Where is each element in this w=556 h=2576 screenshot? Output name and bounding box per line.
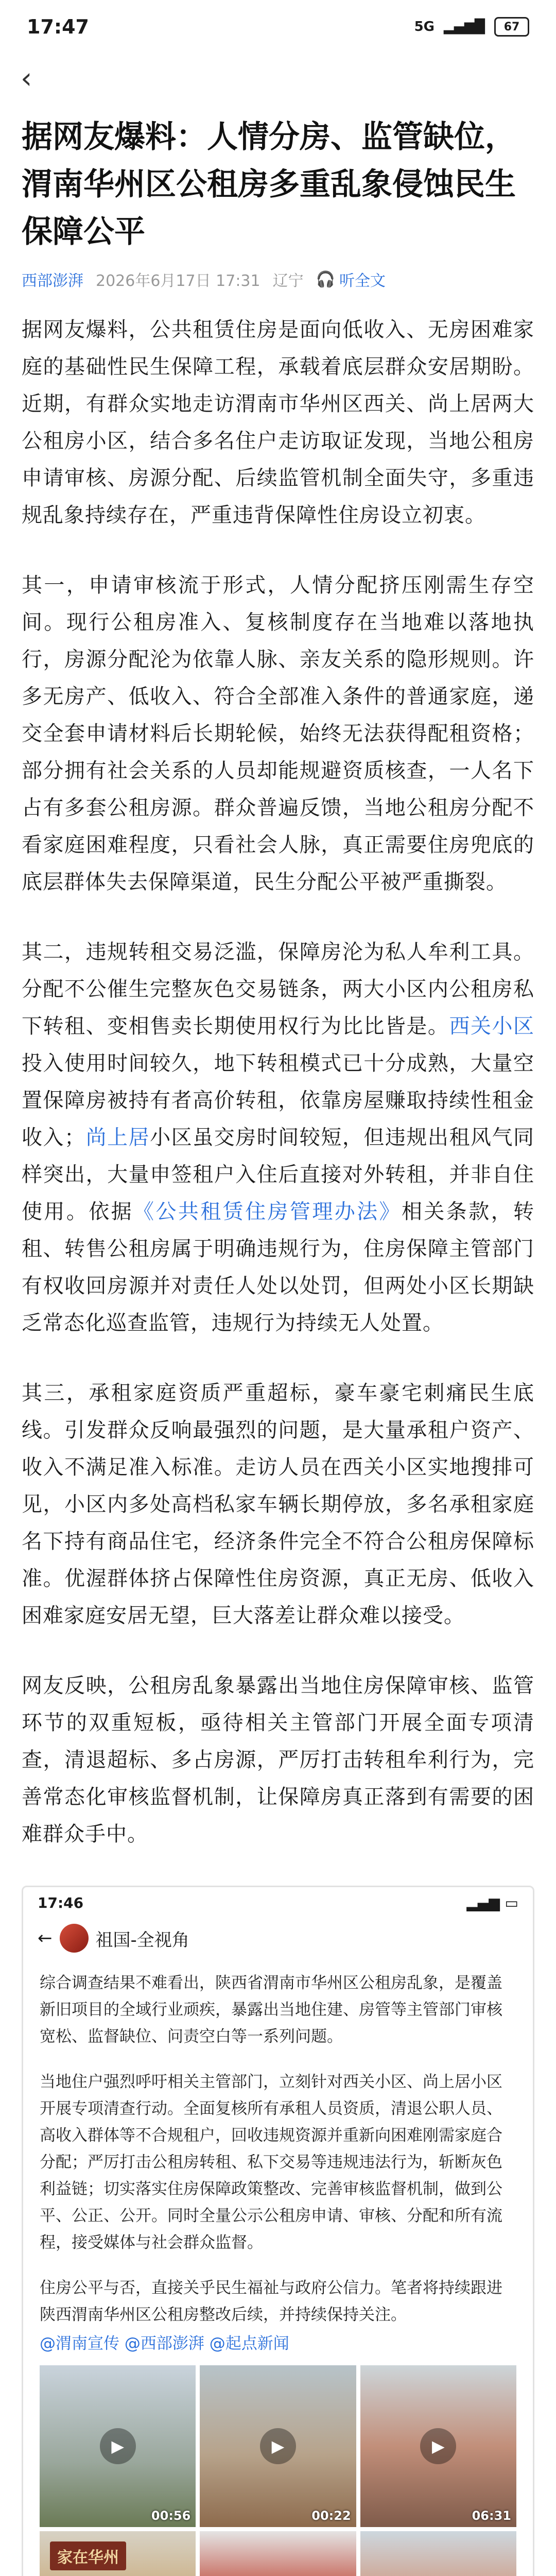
screenshot-paragraph: 综合调查结果不难看出，陕西省渭南市华州区公租房乱象，是覆盖新旧项目的全域行业顽疾，暴露出当地住建、房管等主管部门审核宽松、监督缺位、问责空白等一系列问题。: [40, 1974, 502, 2046]
shangshangju-link[interactable]: 尚上居: [85, 1126, 150, 1149]
video-thumbnail[interactable]: [200, 2365, 356, 2527]
article: [0, 113, 556, 1853]
para3-text: 其二，违规转租交易泛滥，保障房沦为私人牟利工具。分配不公催生完整灰色交易链条，两大小区内公租房私下转租、变相售卖长期使用权行为比比皆是。: [22, 940, 534, 1038]
status-time: 17:47: [27, 15, 89, 38]
article-paragraph: 其三，承租家庭资质严重超标，豪车豪宅刺痛民生底线。引发群众反响最强烈的问题，是大量承租户资产、收入不满足准入标准。走访人员在西关小区实地搜排可见，小区内多处高档私家车辆长期停放，多名承租家庭名下持有商品住宅，经济条件完全不符合公租房保障标准。优渥群体挤占保障性住房资源，真正无房、低收入困难家庭安居无望，巨大落差让群众难以接受。: [22, 1381, 534, 1628]
article-date: 2026年6月17日 17:31: [96, 272, 260, 290]
media-grid: [40, 2365, 516, 2576]
listen-label: 听全文: [339, 272, 386, 290]
article-paragraph: 据网友爆料，公共租赁住房是面向低收入、无房困难家庭的基础性民生保障工程，承载着底层群众安居期盼。近期，有群众实地走访渭南市华州区西关、尚上居两大公租房小区，结合多名住户走访取证发现，当地公租房申请审核、房源分配、后续监管机制全面失守，多重违规乱象持续存在，严重违背保障性住房设立初衷。: [22, 318, 534, 527]
status-icons: [414, 17, 529, 37]
status-bar: [0, 0, 556, 54]
screenshot-body: [23, 1958, 533, 2576]
battery-icon: [494, 17, 529, 37]
article-meta: [22, 268, 534, 291]
top-navigation: [0, 54, 556, 103]
play-icon: ▶: [420, 2428, 456, 2464]
xiguan-link[interactable]: 西关小区: [449, 1014, 535, 1038]
video-duration: 06:31: [472, 2509, 511, 2523]
video-thumbnail[interactable]: [40, 2365, 196, 2527]
article-paragraph: 其一，申请审核流于形式，人情分配挤压刚需生存空间。现行公租房准入、复核制度存在当地难以落地执行，房源分配沦为依靠人脉、亲友关系的隐形规则。许多无房产、低收入、符合全部准入条件的普通家庭，递交全套申请材料后长期轮候，始终无法获得配租资格；部分拥有社会关系的人员却能规避资质核查，一人名下占有多套公租房源。群众普遍反馈，当地公租房分配不看家庭困难程度，只看社会人脉，真正需要住房兜底的底层群体失去保障渠道，民生分配公平被严重撕裂。: [22, 573, 534, 894]
community-sign: 家在华州: [50, 2541, 126, 2570]
play-icon: ▶: [260, 2428, 296, 2464]
photo-thumbnail[interactable]: [200, 2531, 356, 2576]
signal-indicator: 5G: [414, 19, 435, 35]
article-paragraph-with-links: 其二，违规转租交易泛滥，保障房沦为私人牟利工具。分配不公催生完整灰色交易链条，两大小区内公租房私下转租、变相售卖长期使用权行为比比皆是。西关小区投入使用时间较久，地下转租模式已十分成熟，大量空置保障房被持有者高价转租，依靠房屋赚取持续性租金收入；尚上居小区虽交房时间较短，但违规出租风气同样突出，大量申签租户入住后直接对外转租，并非自住使用。依据《公共租赁住房管理办法》相关条款，转租、转售公租房属于明确违规行为，住房保障主管部门有权收回房源并对责任人处以处罚，但两处小区长期缺乏常态化巡查监管，违规行为持续无人处置。: [22, 940, 535, 1335]
avatar[interactable]: [60, 1924, 89, 1953]
article-paragraph: 网友反映，公租房乱象暴露出当地住房保障审核、监管环节的双重短板，亟待相关主管部门开展全面专项清查，清退超标、多占房源，严厉打击转租牟利行为，完善常态化审核监督机制，让保障房真正落到有需要的困难群众手中。: [22, 1674, 534, 1846]
article-location: 辽宁: [272, 272, 304, 290]
headphone-icon: 🎧: [316, 270, 335, 289]
back-arrow-icon[interactable]: ←: [38, 1928, 53, 1948]
embedded-screenshot: [22, 1886, 534, 2576]
screenshot-time: 17:46: [38, 1894, 84, 1911]
video-duration: 00:22: [311, 2509, 351, 2523]
screenshot-paragraph: 住房公平与否，直接关乎民生福祉与政府公信力。笔者将持续跟进陕西渭南华州区公租房整改后续，并持续保持关注。: [40, 2279, 502, 2324]
battery-level: 67: [503, 20, 520, 33]
photo-thumbnail[interactable]: [360, 2531, 516, 2576]
video-thumbnail[interactable]: [360, 2365, 516, 2527]
screenshot-nav: [23, 1918, 533, 1958]
article-source[interactable]: 西部澎湃: [22, 272, 83, 290]
back-chevron-icon[interactable]: ‹: [21, 61, 32, 95]
play-icon: ▶: [100, 2428, 136, 2464]
video-duration: 00:56: [151, 2509, 191, 2523]
photo-thumbnail[interactable]: [40, 2531, 196, 2576]
signal-bars-icon: ▂▄▆█: [444, 19, 485, 35]
screenshot-tags[interactable]: @渭南宣传 @西部澎湃 @起点新闻: [40, 2334, 289, 2353]
regulation-link[interactable]: 《公共租赁住房管理办法》: [133, 1200, 402, 1224]
screenshot-paragraph: 当地住户强烈呼吁相关主管部门，立刻针对西关小区、尚上居小区开展专项清查行动。全面复核所有承租人员资质，清退公职人员、高收入群体等不合规租户，回收违规资源并重新向困难刚需家庭合分配；严厉打击公租房转租、私下交易等违规违法行为，斩断灰色利益链；切实落实住房保障政策整改、完善审核监督机制，做到公平、公正、公开。同时全量公示公租房申请、审核、分配和所有流程，接受媒体与社会群众监督。: [40, 2073, 502, 2252]
screenshot-account-name[interactable]: 祖国-全视角: [95, 1929, 189, 1951]
screenshot-battery-icon: ▂▄▆ ▭: [466, 1894, 518, 1911]
listen-button[interactable]: [316, 268, 386, 291]
screenshot-status-bar: [23, 1887, 533, 1918]
article-title: 据网友爆料：人情分房、监管缺位，渭南华州区公租房多重乱象侵蚀民生保障公平: [22, 119, 516, 250]
